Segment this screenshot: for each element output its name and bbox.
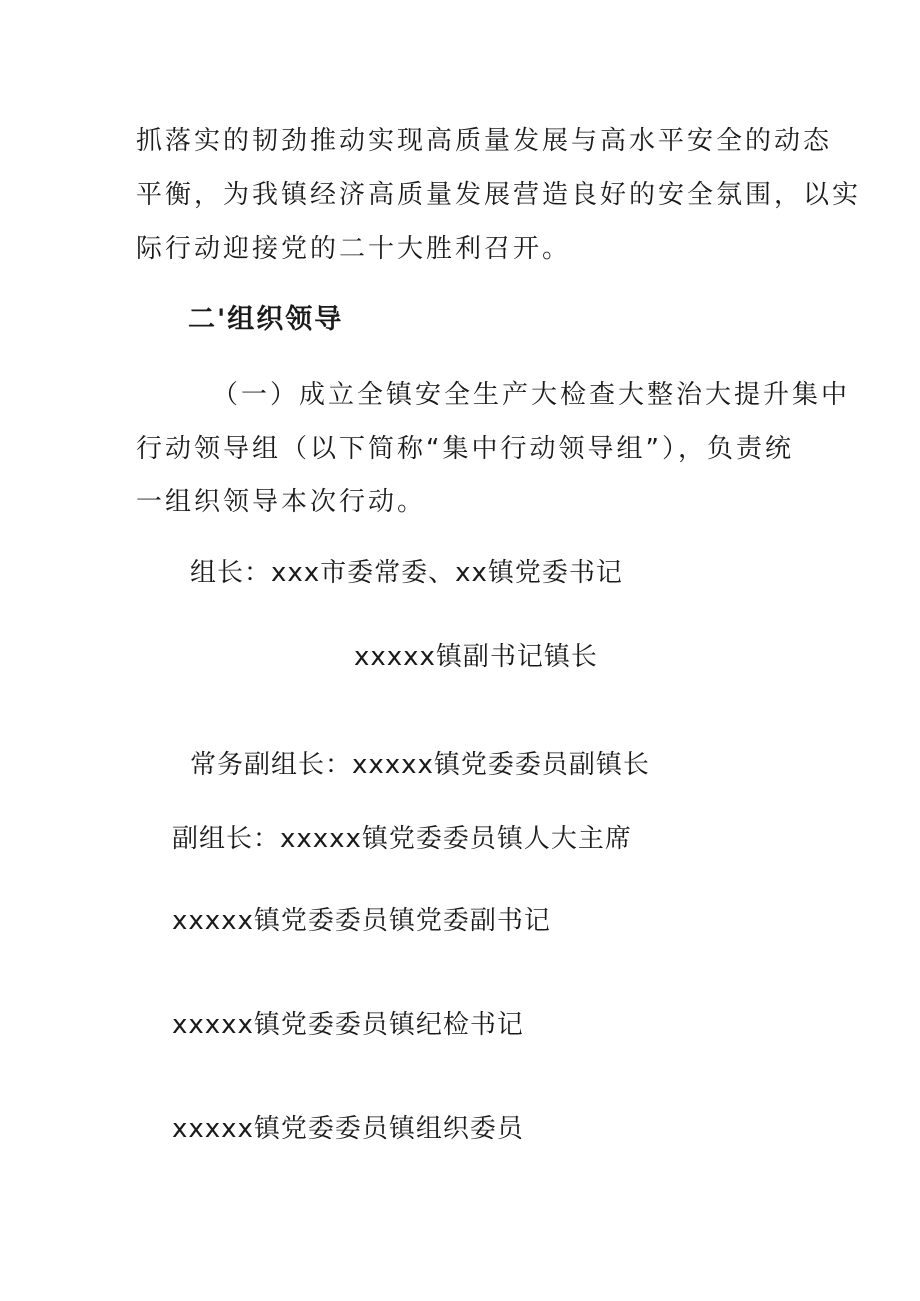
item-one-line-1: （一）成立全镇安全生产大检查大整治大提升集中 [212, 380, 851, 410]
item-one-line-2: 行动领导组（以下简称“集中行动领导组”），负责统 [136, 434, 794, 464]
intro-line-2: 平衡，为我镇经济高质量发展营造良好的安全氛围，以实 [136, 180, 862, 210]
deputy-line-2: xxxxx镇党委委员镇党委副书记 [172, 906, 551, 936]
deputy-line: 副组长：xxxxx镇党委委员镇人大主席 [172, 824, 632, 854]
intro-line-1: 抓落实的韧劲推动实现高质量发展与高水平安全的动态 [136, 126, 833, 156]
section-heading: 二'组织领导 [188, 304, 344, 335]
leader-line: 组长：xxx市委常委、xx镇党委书记 [190, 558, 623, 588]
item-one-line-3: 一组织领导本次行动。 [136, 487, 427, 517]
deputy-line-3: xxxxx镇党委委员镇纪检书记 [172, 1010, 524, 1040]
intro-line-3: 际行动迎接党的二十大胜利召开。 [136, 234, 572, 264]
executive-deputy-line: 常务副组长：xxxxx镇党委委员副镇长 [190, 750, 650, 780]
deputy-line-4: xxxxx镇党委委员镇组织委员 [172, 1114, 524, 1144]
leader-second-line: xxxxx镇副书记镇长 [354, 642, 598, 672]
